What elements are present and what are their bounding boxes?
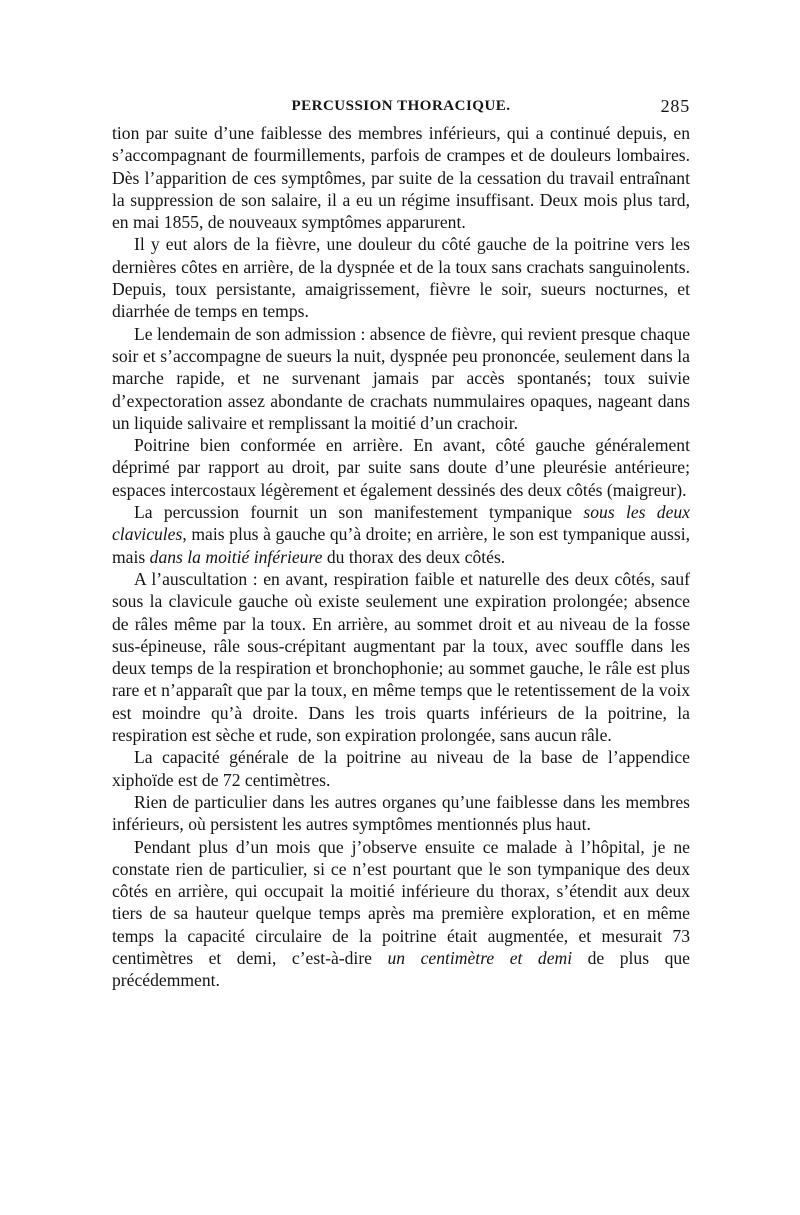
paragraph-2: Il y eut alors de la fièvre, une douleur du côté gauche de la poitrine vers les dernières côtes en arrière, de la dyspnée et de la toux sans crachats sanguinolents. Depuis, toux persistante, amaigrissement, fièvre le soir, sueurs nocturnes, et diarrhée de temps en temps.: [112, 234, 690, 322]
page-number: 285: [660, 96, 690, 116]
paragraph-5: [112, 501, 690, 568]
paragraph-5-text-2: , mais plus à gauche qu’à droite; en arrière, le son est tympanique aussi, mais: [112, 524, 690, 567]
paragraph-4: Poitrine bien conformée en arrière. En avant, côté gauche généralement déprimé par rapport au droit, par suite sans doute d’une pleurésie antérieure; espaces intercostaux légèrement et également dessinés des deux côtés (maigreur).: [112, 435, 690, 500]
body-text: [112, 122, 690, 992]
paragraph-7: La capacité générale de la poitrine au niveau de la base de l’appendice xiphoïde est de 72 centimètres.: [112, 747, 690, 790]
page-header: [112, 92, 690, 122]
paragraph-9-text-1: Pendant plus d’un mois que j’observe ensuite ce malade à l’hôpital, je ne constate rien de particulier, si ce n’est pourtant que le son tympanique des deux côtés en arrière, qui occupait la moitié inférieure du thorax, s’étendit aux deux tiers de sa hauteur quelque temps après ma première exploration, et en même temps la capacité circulaire de la poitrine était augmentée, et mesurait 73 centimètres et demi, c’est-à-dire: [112, 836, 690, 968]
running-title: PERCUSSION THORACIQUE.: [291, 98, 511, 114]
paragraph-5-text-3: du thorax des deux côtés.: [322, 546, 506, 567]
paragraph-5-italic-1: sous les deux clavicules: [112, 502, 690, 545]
paragraph-8: Rien de particulier dans les autres organes qu’une faiblesse dans les membres inférieurs, où persistent les autres symptômes mentionnés plus haut.: [112, 791, 690, 835]
paragraph-3: Le lendemain de son admission : absence de fièvre, qui revient presque chaque soir et s’accompagne de sueurs la nuit, dyspnée peu prononcée, seulement dans la marche rapide, et ne survenant jamais par accès spontanés; toux suivie d’expectoration assez abondante de crachats nummulaires opaques, nageant dans un liquide salivaire et remplissant la moitié d’un crachoir.: [112, 323, 690, 433]
paragraph-9-text-2: de plus que précédemment.: [112, 947, 690, 991]
book-page: [112, 92, 690, 992]
paragraph-6: A l’auscultation : en avant, respiration faible et naturelle des deux côtés, sauf sous la clavicule gauche où existe seulement une expiration prolongée; absence de râles même par la toux. En arrière, au sommet droit et au niveau de la fosse sus-épineuse, râle sous-crépitant augmentant par la toux, avec souffle dans les deux temps de la respiration et bronchophonie; au sommet gauche, le râle est plus rare et n’apparaît que par la toux, en même temps que le retentissement de la voix est moindre qu’à droite. Dans les trois quarts inférieurs de la poitrine, la respiration est sèche et rude, son expiration prolongée, sans aucun râle.: [112, 568, 690, 746]
paragraph-5-italic-2: dans la moitié inférieure: [149, 546, 323, 567]
paragraph-9-italic-1: un centimètre et demi: [387, 947, 573, 968]
paragraph-5-text-1: La percussion fournit un son manifestement tympanique: [134, 502, 584, 523]
paragraph-9: [112, 836, 690, 992]
paragraph-1: tion par suite d’une faiblesse des membres inférieurs, qui a continué depuis, en s’accompagnant de fourmillements, parfois de crampes et de douleurs lombaires. Dès l’apparition de ces symptômes, par suite de la cessation du travail entraînant la suppression de son salaire, il a eu un régime insuffisant. Deux mois plus tard, en mai 1855, de nouveaux symptômes apparurent.: [112, 123, 690, 233]
